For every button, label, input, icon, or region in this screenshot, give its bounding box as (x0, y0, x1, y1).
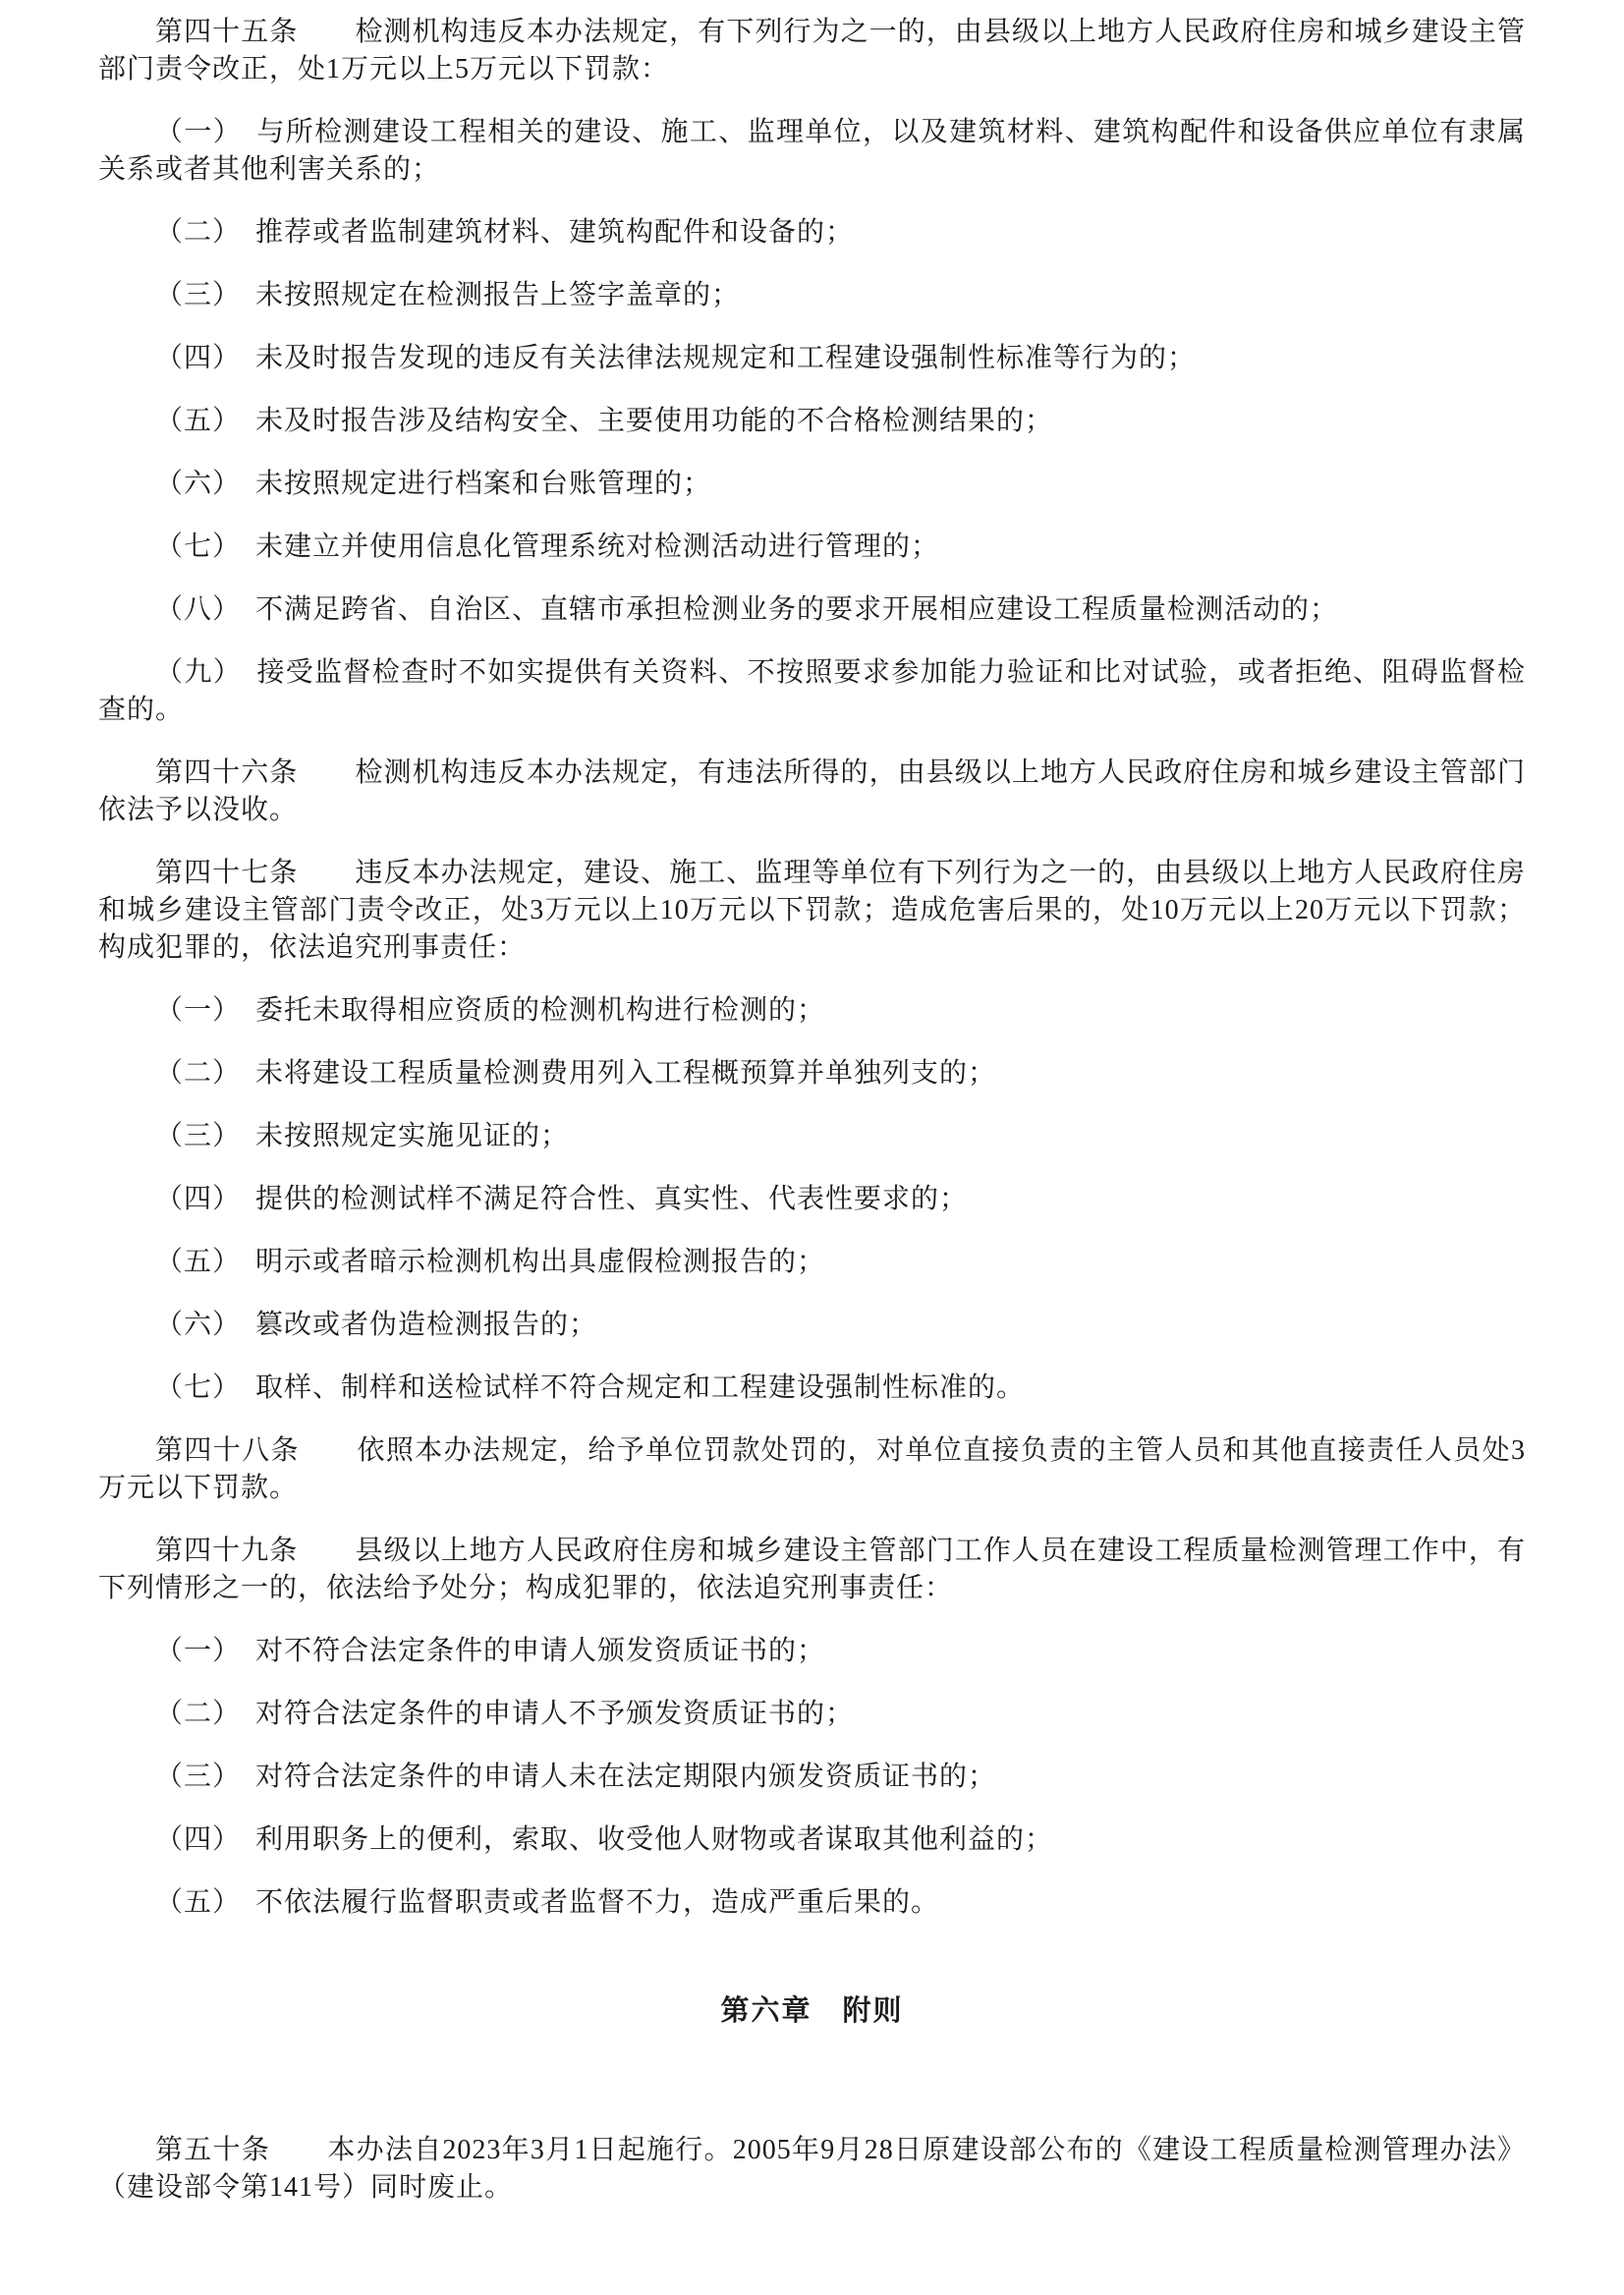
para-a45-item-6: （六） 未按照规定进行档案和台账管理的； (155, 469, 712, 499)
para-a47-item-3: （三） 未按照规定实施见证的； (155, 1121, 570, 1151)
para-article-46: 第四十六条 检测机构违反本办法规定，有违法所得的，由县级以上地方人民政府住房和城乡建设主管部门依法予以没收。 (98, 757, 1526, 825)
para-a45-item-8: （八） 不满足跨省、自治区、直辖市承担检测业务的要求开展相应建设工程质量检测活动的； (155, 594, 1339, 625)
para-a47-item-1: （一） 委托未取得相应资质的检测机构进行检测的； (155, 995, 826, 1026)
para-a47-item-2: （二） 未将建设工程质量检测费用列入工程概预算并单独列支的； (155, 1058, 997, 1089)
chapter-6-heading: 第六章 附则 (720, 1995, 904, 2027)
para-article-47: 第四十七条 违反本办法规定，建设、施工、监理等单位有下列行为之一的，由县级以上地方人民政府住房和城乡建设主管部门责令改正，处3万元以上10万元以下罚款；造成危害后果的，处10万元以上20万元以下罚款；构成犯罪的，依法追究刑事责任： (98, 858, 1526, 963)
para-article-48: 第四十八条 依照本办法规定，给予单位罚款处罚的，对单位直接负责的主管人员和其他直接责任人员处3万元以下罚款。 (98, 1435, 1526, 1503)
para-article-45: 第四十五条 检测机构违反本办法规定，有下列行为之一的，由县级以上地方人民政府住房和城乡建设主管部门责令改正，处1万元以上5万元以下罚款： (98, 17, 1526, 84)
para-a45-item-5: （五） 未及时报告涉及结构安全、主要使用功能的不合格检测结果的； (155, 406, 1054, 436)
para-article-50: 第五十条 本办法自2023年3月1日起施行。2005年9月28日原建设部公布的《建设工程质量检测管理办法》（建设部令第141号）同时废止。 (98, 2135, 1526, 2203)
para-a47-item-5: （五） 明示或者暗示检测机构出具虚假检测报告的； (155, 1247, 826, 1277)
para-article-49: 第四十九条 县级以上地方人民政府住房和城乡建设主管部门工作人员在建设工程质量检测管理工作中，有下列情形之一的，依法给予处分；构成犯罪的，依法追究刑事责任： (98, 1536, 1526, 1603)
para-a45-item-4: （四） 未及时报告发现的违反有关法律法规规定和工程建设强制性标准等行为的； (155, 343, 1197, 373)
para-a47-item-7: （七） 取样、制样和送检试样不符合规定和工程建设强制性标准的。 (155, 1372, 1026, 1403)
para-a47-item-4: （四） 提供的检测试样不满足符合性、真实性、代表性要求的； (155, 1184, 969, 1214)
para-a45-item-2: （二） 推荐或者监制建筑材料、建筑构配件和设备的； (155, 217, 855, 248)
para-a45-item-1: （一） 与所检测建设工程相关的建设、施工、监理单位，以及建筑材料、建筑构配件和设备供应单位有隶属关系或者其他利害关系的； (98, 117, 1526, 185)
para-a47-item-6: （六） 篡改或者伪造检测报告的； (155, 1310, 598, 1340)
para-a49-item-3: （三） 对符合法定条件的申请人未在法定期限内颁发资质证书的； (155, 1762, 997, 1792)
para-a49-item-5: （五） 不依法履行监督职责或者监督不力，造成严重后果的。 (155, 1887, 940, 1918)
para-a49-item-1: （一） 对不符合法定条件的申请人颁发资质证书的； (155, 1636, 826, 1666)
para-a49-item-2: （二） 对符合法定条件的申请人不予颁发资质证书的； (155, 1699, 855, 1729)
para-a49-item-4: （四） 利用职务上的便利，索取、收受他人财物或者谋取其他利益的； (155, 1824, 1054, 1855)
para-a45-item-9: （九） 接受监督检查时不如实提供有关资料、不按照要求参加能力验证和比对试验，或者拒绝、阻碍监督检查的。 (98, 657, 1526, 725)
para-a45-item-7: （七） 未建立并使用信息化管理系统对检测活动进行管理的； (155, 532, 940, 562)
para-a45-item-3: （三） 未按照规定在检测报告上签字盖章的； (155, 280, 741, 310)
